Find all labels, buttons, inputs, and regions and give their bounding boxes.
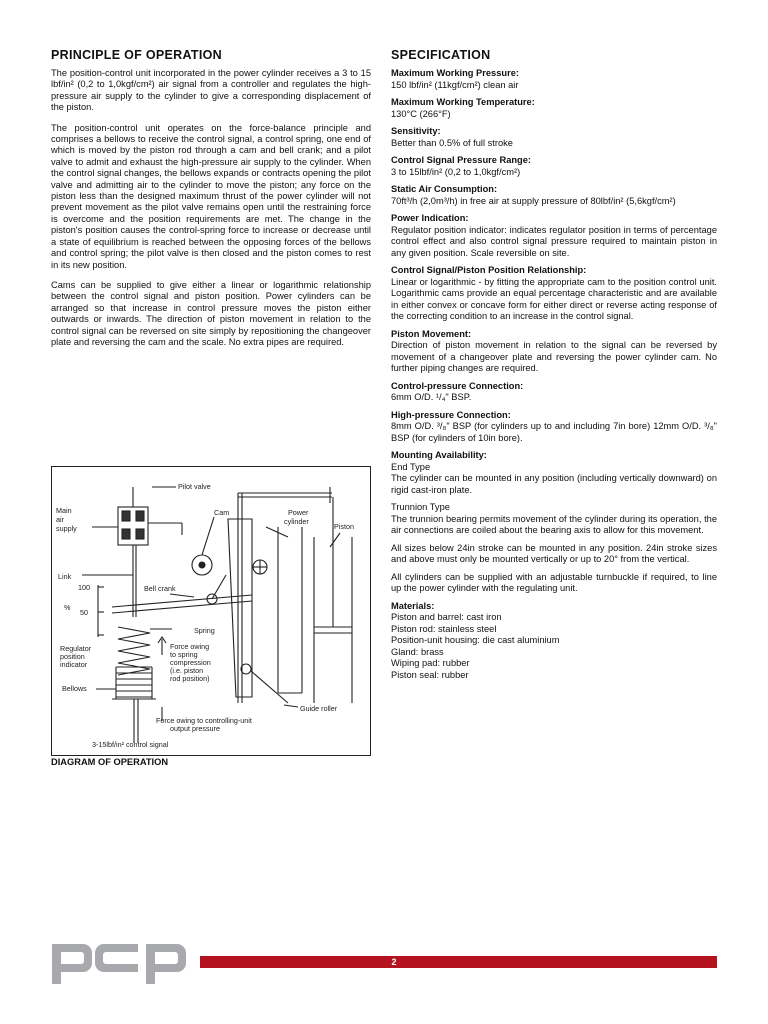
spec-label: Maximum Working Pressure: [391,68,519,78]
spec-mounting [391,450,717,595]
principle-paragraph-3: Cams can be supplied to give either a linear or logarithmic relationship between the control signal and piston position. Power cylinders can be arranged so that increase in control pressure moves the piston either outwards or inwards. The direction of piston movement in relation to the control signal can be reversed on site simply by repositioning the changeover plate and reversing the cam and the scale. No extra pipes are required. [51,279,371,347]
spec-value: Better than 0.5% of full stroke [391,137,513,148]
spec-label: Control Signal Pressure Range: [391,155,531,165]
spec-max-pressure [391,68,717,91]
spec-label: High-pressure Connection: [391,409,511,420]
spec-piston-movement [391,329,717,375]
pcp-logo [52,940,188,991]
material-line: Gland: brass [391,646,444,657]
spec-value: 150 lbf/in² (11kgf/cm²) clean air [391,79,519,90]
material-line: Piston rod: stainless steel [391,623,497,634]
label-control-signal: 3-15lbf/in² control signal [92,740,169,749]
label-link: Link [58,572,72,581]
mounting-turnbuckle-text: All cylinders can be supplied with an adjustable turnbuckle if required, to line up the power cylinder with the regulating unit. [391,571,717,593]
principle-heading: PRINCIPLE OF OPERATION [51,48,222,62]
material-line: Piston seal: rubber [391,669,469,680]
diagram-caption: DIAGRAM OF OPERATION [51,757,169,767]
spec-label: Control-pressure Connection: [391,380,524,391]
label-force-spring-2: to spring [170,650,198,659]
label-main-air-2: air [56,515,64,524]
spec-high-pressure-connection [391,410,717,445]
spec-label: Sensitivity: [391,126,441,136]
spec-sensitivity [391,126,717,149]
mounting-end-type-title: End Type [391,461,431,472]
spec-materials [391,601,717,682]
spec-value: Regulator position indicator: indicates regulator position in terms of percentage control effect and also control signal pressure required to maintain piston in any given position. Scale reversible on site. [391,224,717,258]
mounting-trunnion-text: The trunnion bearing permits movement of the cylinder during its operation, the air connections are coiled about the bearing axis to allow for this movement. [391,513,717,535]
spec-value: 3 to 15lbf/in² (0,2 to 1,0kgf/cm²) [391,166,521,177]
label-force-spring-5: rod position) [170,674,210,683]
label-power-cylinder-1: Power [288,508,309,517]
material-line: Piston and barrel: cast iron [391,612,502,622]
label-force-spring-1: Force owing [170,642,210,651]
footer-bar [200,956,717,968]
mounting-end-type-text: The cylinder can be mounted in any position (including vertically downward) on rigid cast-iron plate. [391,473,717,495]
spec-value: Direction of piston movement in relation to the signal can be reversed by movement of a changeover plate and reversing the power cylinder cam. No further piping changes are required. [391,340,717,373]
spec-label: Maximum Working Temperature: [391,97,535,107]
material-line: Position-unit housing: die cast aluminium [391,635,560,645]
principle-section [51,48,371,357]
label-main-air-3: supply [56,524,77,533]
spec-control-pressure-connection [391,381,717,404]
label-force-spring-3: compression [170,658,211,667]
spec-label: Control Signal/Piston Position Relationship: [391,265,587,275]
spec-max-temperature [391,97,717,120]
label-main-air-1: Main [56,506,72,515]
spec-value: 70ft³/h (2,0m³/h) in free air at supply pressure of 80lbf/in² (5,6kgf/cm²) [391,195,676,206]
label-scale-100: 100 [78,583,90,592]
specification-section [391,48,717,687]
pcp-logo-text: pcp [52,985,54,986]
label-regulator-2: position [60,652,85,661]
spec-label: Mounting Availability: [391,450,487,460]
label-scale-percent: % [64,603,71,612]
spec-label: Piston Movement: [391,328,472,339]
label-piston: Piston [334,522,354,531]
specification-heading: SPECIFICATION [391,48,491,62]
operation-diagram [51,466,371,756]
spec-value: 6mm O/D. ¹/₄" BSP. [391,392,472,402]
spec-signal-piston-relationship [391,265,717,323]
material-line: Wiping pad: rubber [391,658,470,668]
label-regulator-3: indicator [60,660,88,669]
spec-label: Materials: [391,600,435,611]
label-spring: Spring [194,626,215,635]
spec-value: 8mm O/D. ³/₈" BSP (for cylinders up to and including 7in bore) 12mm O/D. ³/₈" BSP (for cylinders of 10in bore). [391,421,717,443]
principle-paragraph-1: The position-control unit incorporated in the power cylinder receives a 3 to 15 lbf/in² (0,2 to 1,0kgf/cm²) air signal from a controller and regulates the high-pressure air supply to the cylinder to give a corresponding displacement of the piston. [51,68,371,113]
spec-label: Power Indication: [391,213,469,223]
label-bellows: Bellows [62,684,87,693]
label-regulator-1: Regulator [60,644,92,653]
label-force-control-2: output pressure [170,724,220,733]
spec-value: Linear or logarithmic - by fitting the appropriate cam to the position control unit. Logarithmic cams provide an equal percentage characteristic and are available in either convex or concave form for either direct or reverse acting response of the correcting condition to an increase in the control signal. [391,276,717,321]
page-number: 2 [391,957,397,967]
diagram-drawing [52,467,370,755]
mounting-trunnion-title: Trunnion Type [391,502,450,512]
spec-label: Static Air Consumption: [391,184,498,194]
label-force-control-1: Force owing to controlling-unit [156,716,252,725]
spec-static-air [391,184,717,207]
label-bell-crank: Bell crank [144,584,176,593]
label-guide-roller: Guide roller [300,704,338,713]
label-cam: Cam [214,508,230,517]
label-force-spring-4: (i.e. piston [170,666,204,675]
spec-power-indication [391,213,717,259]
principle-paragraph-2: The position-control unit operates on the force-balance principle and comprises a bellows to receive the control signal, a control spring, one end of which is moved by the piston rod through a cam and bell crank; and a pilot valve to admit and exhaust the high-pressure air supply to the cylinder. When the control signal changes, the bellows expands or contracts opening the pilot valve and admitting air to the cylinder to move the piston; any force on the piston less than the designed maximum thrust of the power cylinder will not prevent movement as the pilot valve remains open until the restraining force is overcome and the position requirements are met. The change in the piston's position causes the control-spring force to increase or decrease until a state of equilibrium is reached between the opposing forces of the bellows and control spring; the pilot valve is then closed and the piston comes to rest in its new position. [51,122,371,270]
mounting-sizes-text: All sizes below 24in stroke can be mounted in any position. 24in stroke sizes and above must only be mounted vertically or up to 20° from the vertical. [391,542,717,564]
spec-value: 130°C (266°F) [391,108,451,119]
label-power-cylinder-2: cylinder [284,517,309,526]
label-pilot-valve: Pilot valve [178,482,211,491]
spec-control-signal-range [391,155,717,178]
label-scale-50: 50 [80,608,88,617]
pcp-logo-graphic [52,940,188,986]
